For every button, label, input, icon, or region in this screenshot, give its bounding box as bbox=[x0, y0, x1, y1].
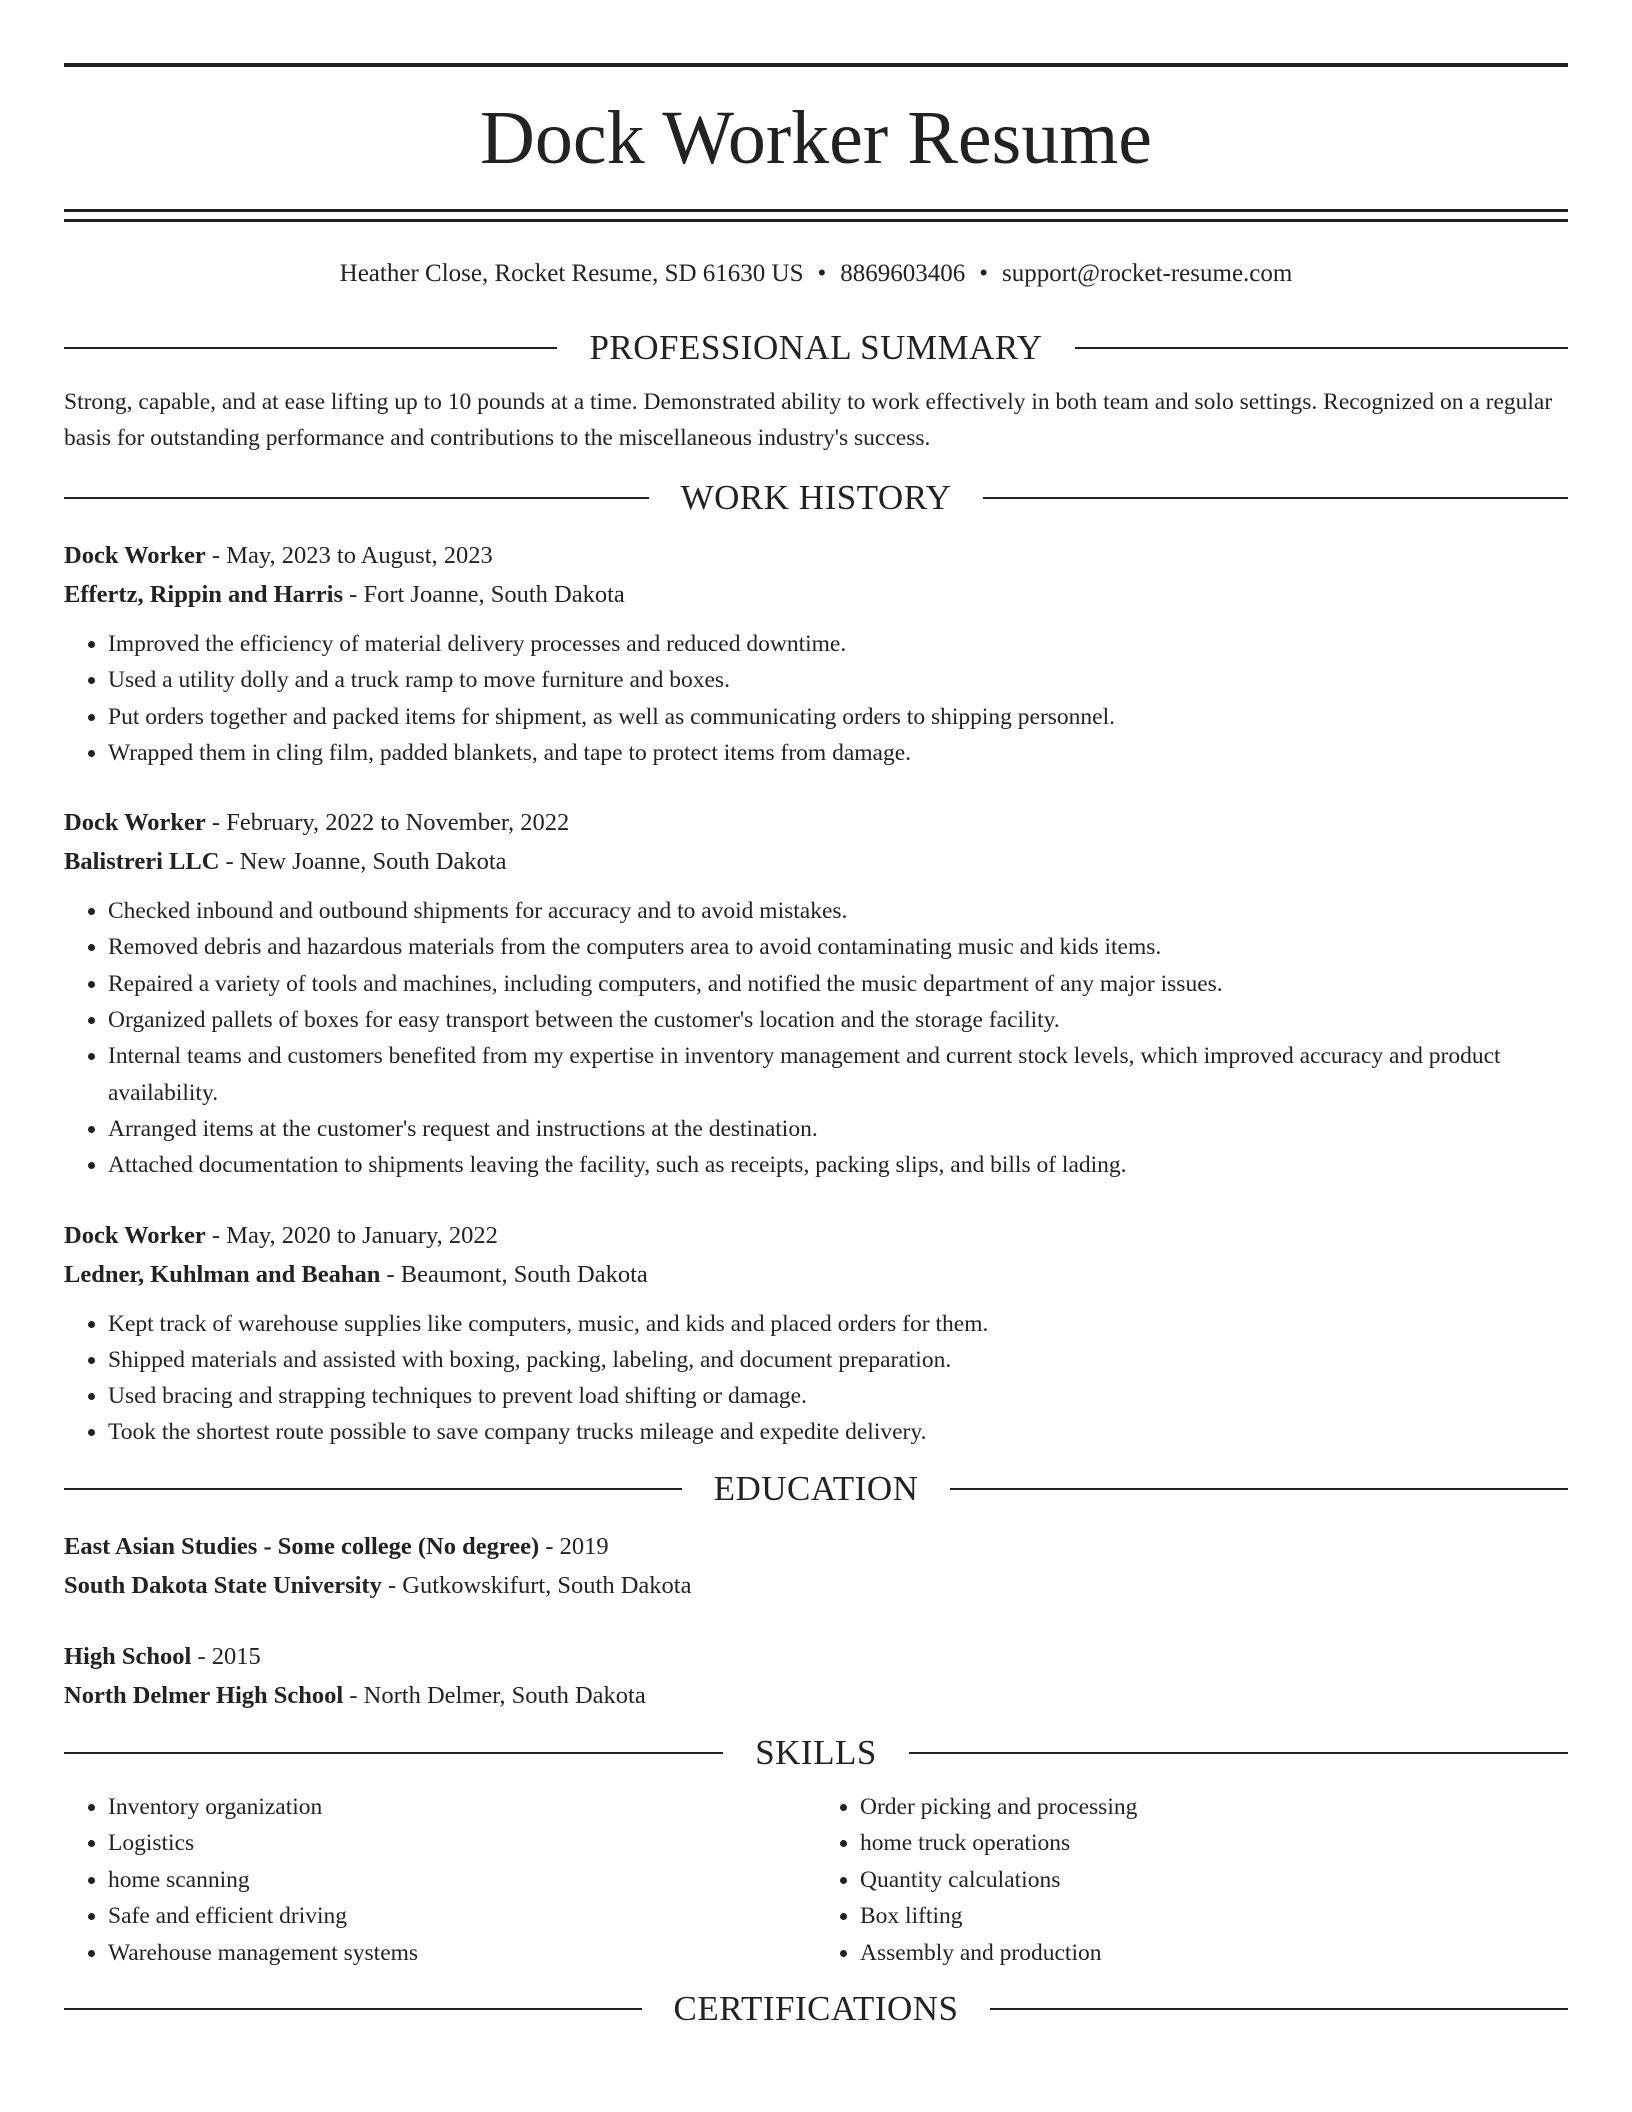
education-school: South Dakota State University bbox=[64, 1571, 382, 1599]
list-item: • Warehouse management systems bbox=[108, 1935, 816, 1972]
education-degree: East Asian Studies - Some college (No degree) bbox=[64, 1532, 540, 1560]
section-header-work bbox=[64, 476, 1568, 520]
job-company: Ledner, Kuhlman and Beahan bbox=[64, 1260, 381, 1288]
education-location: - Gutkowskifurt, South Dakota bbox=[381, 1571, 692, 1599]
resume-content bbox=[64, 0, 1568, 2031]
section-header-education bbox=[64, 1467, 1568, 1511]
job-title-line bbox=[64, 803, 1568, 842]
education-year: - 2019 bbox=[539, 1532, 609, 1560]
section-title: CERTIFICATIONS bbox=[673, 1989, 959, 2029]
contact-separator: • bbox=[979, 260, 989, 287]
summary-text: Strong, capable, and at ease lifting up to 10 pounds at a time. Demonstrated ability to work effectively in both team and solo settings. Recognized on a regular basis for outstanding performance and contributions to the miscellaneous industry's success. bbox=[64, 389, 1553, 451]
job-location: - New Joanne, South Dakota bbox=[219, 848, 507, 876]
list-item: • Checked inbound and outbound shipments for accuracy and to avoid mistakes. bbox=[108, 893, 1568, 929]
list-item: • home scanning bbox=[108, 1862, 816, 1899]
education-school-line bbox=[64, 1566, 1568, 1605]
list-item: • Quantity calculations bbox=[860, 1862, 1568, 1899]
job-entry bbox=[64, 536, 1568, 771]
education-year: - 2015 bbox=[191, 1642, 261, 1670]
job-bullets bbox=[64, 626, 1568, 771]
list-item: • Shipped materials and assisted with boxing, packing, labeling, and document preparation. bbox=[108, 1342, 1568, 1378]
job-dates: - May, 2020 to January, 2022 bbox=[205, 1221, 498, 1249]
job-entry bbox=[64, 1216, 1568, 1451]
contact-address: Heather Close, Rocket Resume, SD 61630 US bbox=[339, 260, 804, 287]
list-item: • Box lifting bbox=[860, 1898, 1568, 1935]
section-title: PROFESSIONAL SUMMARY bbox=[589, 328, 1043, 367]
contact-phone: 8869603406 bbox=[840, 260, 966, 287]
job-title: Dock Worker bbox=[64, 1221, 206, 1249]
list-item: • Inventory organization bbox=[108, 1789, 816, 1826]
job-bullets bbox=[64, 1306, 1568, 1451]
list-item: • Used bracing and strapping techniques to prevent load shifting or damage. bbox=[108, 1378, 1568, 1414]
job-company: Effertz, Rippin and Harris bbox=[64, 581, 344, 608]
list-item: • Wrapped them in cling film, padded blankets, and tape to protect items from damage. bbox=[108, 735, 1568, 771]
section-header-summary bbox=[64, 326, 1568, 370]
section-header-certifications bbox=[64, 1987, 1568, 2031]
skills-list-right bbox=[816, 1789, 1568, 1972]
list-item: • Removed debris and hazardous materials from the computers area to avoid contaminating music and kids items. bbox=[108, 929, 1568, 965]
section-header-skills bbox=[64, 1731, 1568, 1775]
job-title: Dock Worker bbox=[64, 542, 206, 569]
job-company: Balistreri LLC bbox=[64, 848, 220, 876]
list-item: • Arranged items at the customer's request and instructions at the destination. bbox=[108, 1111, 1568, 1147]
skills-columns bbox=[64, 1789, 1568, 1972]
list-item: • Logistics bbox=[108, 1825, 816, 1862]
job-bullets bbox=[64, 893, 1568, 1183]
list-item: • Organized pallets of boxes for easy transport between the customer's location and the storage facility. bbox=[108, 1002, 1568, 1038]
education-degree-line bbox=[64, 1637, 1568, 1676]
contact-email: support@rocket-resume.com bbox=[1002, 260, 1293, 287]
job-company-line bbox=[64, 842, 1568, 881]
education-location: - North Delmer, South Dakota bbox=[343, 1681, 646, 1709]
skills-list-left bbox=[64, 1789, 816, 1972]
education-school-line bbox=[64, 1676, 1568, 1715]
job-company-line bbox=[64, 1255, 1568, 1294]
list-item: • home truck operations bbox=[860, 1825, 1568, 1862]
contact-line bbox=[64, 256, 1568, 292]
list-item: • Used a utility dolly and a truck ramp to move furniture and boxes. bbox=[108, 662, 1568, 698]
list-item: • Repaired a variety of tools and machines, including computers, and notified the music department of any major issues. bbox=[108, 966, 1568, 1002]
list-item: • Order picking and processing bbox=[860, 1789, 1568, 1826]
job-dates: - May, 2023 to August, 2023 bbox=[205, 542, 493, 569]
section-title: SKILLS bbox=[755, 1732, 877, 1772]
job-title-line bbox=[64, 536, 1568, 575]
list-item: • Attached documentation to shipments leaving the facility, such as receipts, packing slips, and bills of lading. bbox=[108, 1147, 1568, 1183]
list-item: • Safe and efficient driving bbox=[108, 1898, 816, 1935]
job-entry bbox=[64, 803, 1568, 1183]
list-item: • Kept track of warehouse supplies like computers, music, and kids and placed orders for them. bbox=[108, 1306, 1568, 1342]
title-double-rule bbox=[64, 209, 1568, 222]
job-company-line bbox=[64, 575, 1568, 614]
education-entry bbox=[64, 1527, 1568, 1605]
contact-separator: • bbox=[817, 260, 827, 287]
list-item: • Internal teams and customers benefited from my expertise in inventory management and current stock levels, which improved accuracy and product availability. bbox=[108, 1038, 1568, 1111]
page-title: Dock Worker Resume bbox=[479, 96, 1153, 180]
top-rule bbox=[64, 63, 1568, 67]
job-title: Dock Worker bbox=[64, 809, 206, 837]
job-title-line bbox=[64, 1216, 1568, 1255]
section-title: EDUCATION bbox=[713, 1468, 919, 1508]
education-school: North Delmer High School bbox=[64, 1681, 344, 1709]
education-degree-line bbox=[64, 1527, 1568, 1566]
list-item: • Took the shortest route possible to save company trucks mileage and expedite delivery. bbox=[108, 1414, 1568, 1450]
education-entry bbox=[64, 1637, 1568, 1715]
section-title: WORK HISTORY bbox=[680, 478, 952, 517]
job-dates: - February, 2022 to November, 2022 bbox=[205, 809, 570, 837]
list-item: • Assembly and production bbox=[860, 1935, 1568, 1972]
list-item: • Put orders together and packed items for shipment, as well as communicating orders to shipping personnel. bbox=[108, 699, 1568, 735]
education-degree: High School bbox=[64, 1642, 192, 1670]
job-location: - Beaumont, South Dakota bbox=[380, 1260, 648, 1288]
job-location: - Fort Joanne, South Dakota bbox=[343, 581, 625, 608]
list-item: • Improved the efficiency of material delivery processes and reduced downtime. bbox=[108, 626, 1568, 662]
